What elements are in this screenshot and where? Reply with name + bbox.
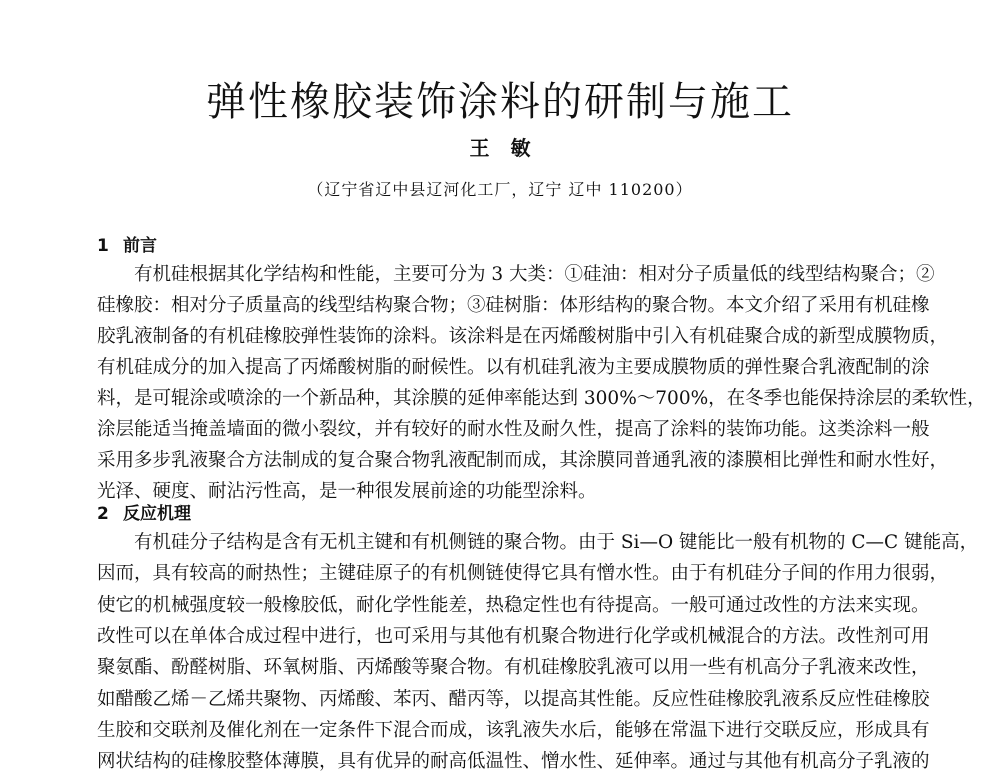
section-title: 反应机理: [123, 504, 191, 524]
paragraph-line: 如醋酸乙烯－乙烯共聚物、丙烯酸、苯丙、醋丙等，以提高其性能。反应性硅橡胶乳液系反应性硅橡胶: [97, 689, 930, 710]
paragraph-line: 有机硅根据其化学结构和性能，主要可分为 3 大类：①硅油：相对分子质量低的线型结构聚合；②: [134, 264, 935, 285]
section-heading: [97, 231, 157, 256]
paragraph-line: 生胶和交联剂及催化剂在一定条件下混合而成，该乳液失水后，能够在常温下进行交联反应，形成具有: [97, 720, 930, 741]
paragraph-line: 光泽、硬度、耐沾污性高，是一种很发展前途的功能型涂料。: [97, 481, 597, 502]
section-heading: [97, 499, 191, 524]
paragraph-line: 网状结构的硅橡胶整体薄膜，具有优异的耐高低温性、憎水性、延伸率。通过与其他有机高分子乳液的: [97, 751, 930, 772]
paragraph-line: 有机硅分子结构是含有无机主键和有机侧链的聚合物。由于 Si—O 键能比一般有机物的 C—C 键能高，: [134, 532, 979, 553]
paragraph-line: 料，是可辊涂或喷涂的一个新品种，其涂膜的延伸率能达到 300%～700%，在冬季也能保持涂层的柔软性，: [97, 388, 986, 409]
paragraph-line: 采用多步乳液聚合方法制成的复合聚合物乳液配制而成，其涂膜同普通乳液的漆膜相比弹性和耐水性好，: [97, 450, 949, 471]
paragraph-line: 使它的机械强度较一般橡胶低，耐化学性能差，热稳定性也有待提高。一般可通过改性的方法来实现。: [97, 595, 930, 616]
paragraph-line: 胶乳液制备的有机硅橡胶弹性装饰的涂料。该涂料是在丙烯酸树脂中引入有机硅聚合成的新型成膜物质，: [97, 326, 949, 347]
affiliation: （辽宁省辽中县辽河化工厂，辽宁 辽中 110200）: [307, 180, 693, 199]
paragraph-line: 聚氨酯、酚醛树脂、环氧树脂、丙烯酸等聚合物。有机硅橡胶乳液可以用一些有机高分子乳液来改性，: [97, 657, 930, 678]
paragraph-line: 因而，具有较高的耐热性；主键硅原子的有机侧链使得它具有憎水性。由于有机硅分子间的作用力很弱，: [97, 563, 949, 584]
paper-title: 弹性橡胶装饰涂料的研制与施工: [206, 79, 794, 125]
author: 王 敏: [469, 136, 531, 160]
paragraph-line: 有机硅成分的加入提高了丙烯酸树脂的耐候性。以有机硅乳液为主要成膜物质的弹性聚合乳液配制的涂: [97, 357, 930, 378]
paragraph-line: 硅橡胶：相对分子质量高的线型结构聚合物；③硅树脂：体形结构的聚合物。本文介绍了采用有机硅橡: [97, 295, 930, 316]
paragraph-line: 改性可以在单体合成过程中进行，也可采用与其他有机聚合物进行化学或机械混合的方法。改性剂可用: [97, 626, 930, 647]
section-title: 前言: [123, 236, 157, 256]
section-number: 1: [97, 236, 109, 256]
section-number: 2: [97, 504, 109, 524]
paragraph-line: 涂层能适当掩盖墙面的微小裂纹，并有较好的耐水性及耐久性，提高了涂料的装饰功能。这类涂料一般: [97, 419, 930, 440]
